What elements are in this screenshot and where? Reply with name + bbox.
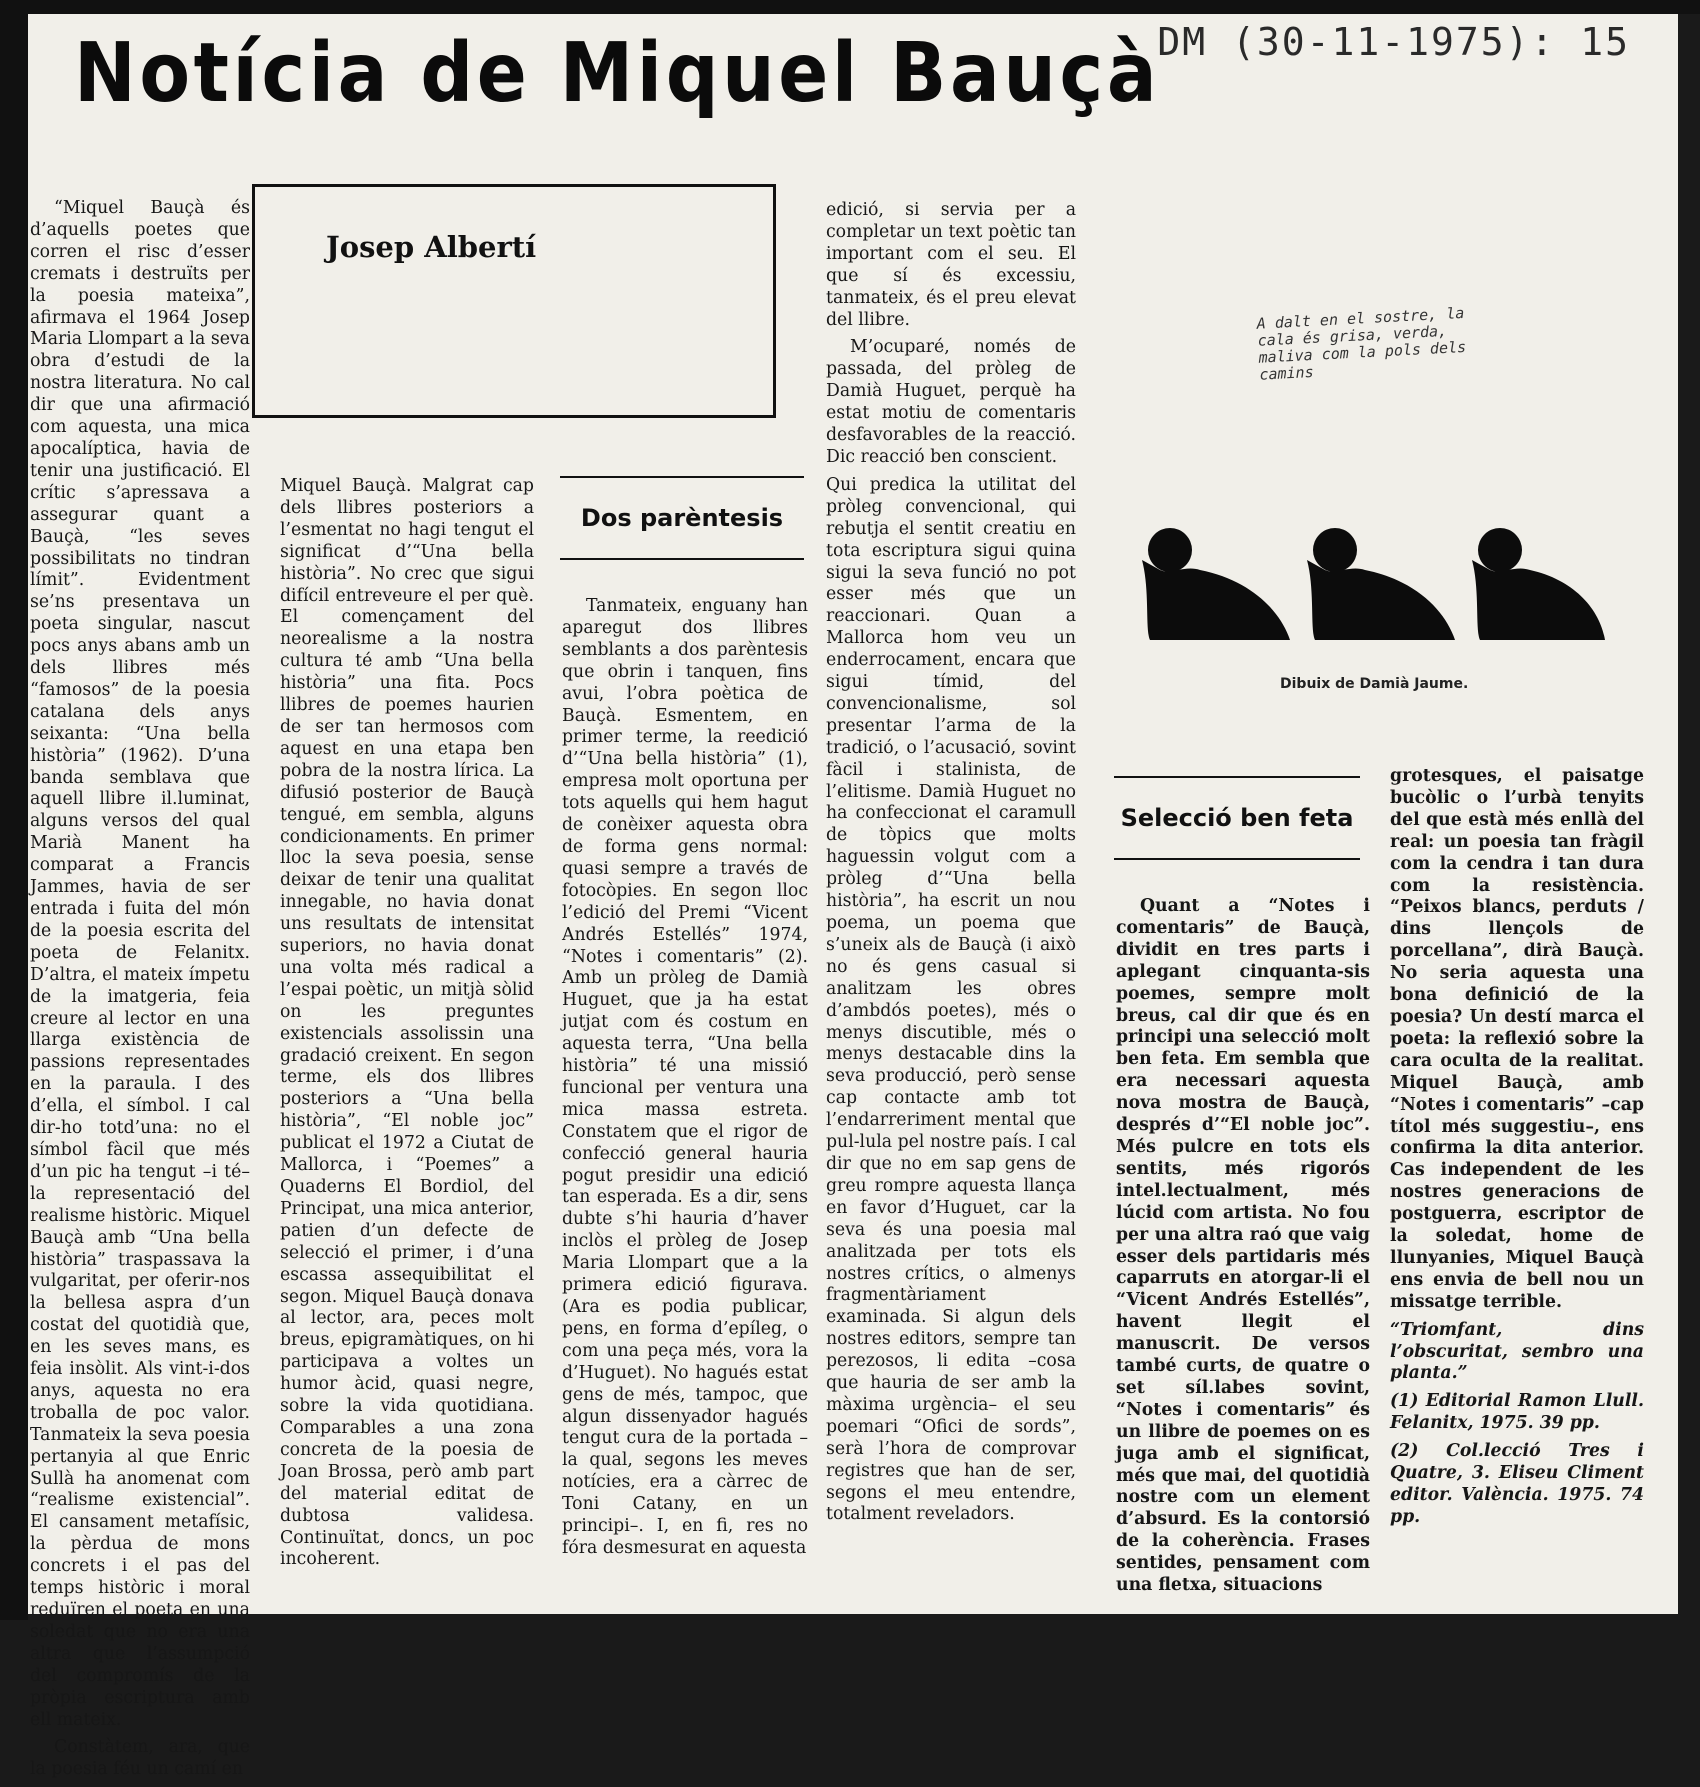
illustration-drawing — [1130, 520, 1610, 650]
poem-quote: “Triomfant, dins l’obscuritat, sembro una planta.” — [1390, 1319, 1644, 1384]
figure-3 — [1472, 528, 1605, 640]
column-1-paragraph-end: Constàtem, ara, que la poesia féu un camí en — [30, 1737, 250, 1780]
column-3 — [562, 596, 808, 1566]
illustration-caption: Dibuix de Damià Jaume. — [1280, 676, 1469, 692]
article-headline: Notícia de Miquel Bauçà — [74, 26, 1161, 121]
column-4-paragraph-1: edició, si servia per a completar un text poètic tan important com el seu. El que sí és excessiu, tanmateix, és el preu elevat del llibre. — [826, 200, 1076, 330]
column-1 — [30, 198, 250, 1787]
handwritten-reference: DM (30-11-1975): 15 — [1157, 20, 1630, 64]
author-name: Josep Albertí — [326, 230, 537, 264]
section-heading-dos-parentesis: Dos parèntesis — [560, 476, 804, 560]
column-1-paragraph: “Miquel Bauçà és d’aquells poetes que corren el risc d’esser cremats i destruïts per la poesia mateixa”, afirmava el 1964 Josep Maria Llompart a la seva obra d’estudi de la nostra literatura. No cal dir que una afirmació com aquesta, una mica apocalíptica, havia de tenir una justificació. El crític s’apressava a assegurar quant a Bauçà, “les seves possibilitats no tindran límit”. Evidentment se’ns presentava un poeta singular, nascut pocs anys abans amb un dels llibres més “famosos” de la poesia catalana dels anys seixanta: “Una bella història” (1962). D’una banda semblava que aquell llibre il.luminat, alguns versos del qual Marià Manent ha comparat a Francis Jammes, havia de ser entrada i fuita del món de la poesia escrita del poeta de Felanitx. D’altra, el mateix ímpetu de la imatgeria, feia creure al lector en una llarga existència de passions representades en la paraula. I des d’ella, el símbol. I cal dir-ho totd’una: no el símbol fàcil que més d’un pic ha tengut –i té– la representació del realisme històric. Miquel Bauçà amb “Una bella història” traspassava la vulgaritat, per oferir-nos la bellesa aspra d’un costat del quotidià que, en les seves mans, es feia insòlit. Als vint-i-dos anys, aquesta no era troballa de poc valor. Tanmateix la seva poesia pertanyia al que Enric Sullà ha anomenat com “realisme existencial”. El cansament metafísic, la pèrdua de mons concrets i el pas del temps històric i moral reduïren el poeta en una soledat que no era una altra que l’assumpció del compromís de la pròpia escriptura amb ell mateix. — [30, 198, 250, 1730]
footnote-1: (1) Editorial Ramon Llull. Felanitx, 1975. 39 pp. — [1390, 1391, 1644, 1434]
column-3-paragraph: Tanmateix, enguany han aparegut dos llibres semblants a dos parèntesis que obrin i tanquen, fins avui, l’obra poètica de Bauçà. Esmentem, en primer terme, la reedició d’“Una bella història” (1), empresa molt oportuna per tots aquells qui hem hagut de conèixer aquesta obra de forma gens normal: quasi sempre a través de fotocòpies. En segon lloc l’edició del Premi “Vicent Andrés Estellés” 1974, “Notes i comentaris” (2). Amb un pròleg de Damià Huguet, que ja ha estat jutjat com és costum en aquesta terra, “Una bella història” té una missió funcional per ventura una mica massa estreta. Constatem que el rigor de confecció general hauria pogut presidir una edició tan esperada. Es a dir, sens dubte s’hi hauria d’haver inclòs el pròleg de Josep Maria Llompart que a la primera edició figurava. (Ara es podia publicar, pens, en forma d’epíleg, o com una peça més, vora la d’Huguet). No hagués estat gens de més, tampoc, que algun dissenyador hagués tengut cura de la portada –la qual, segons les meves notícies, era a càrrec de Toni Catany, en un principi–. I, en fi, res no fóra desmesurat en aquesta — [562, 596, 808, 1558]
column-2 — [280, 476, 534, 1577]
figure-1 — [1142, 528, 1290, 640]
column-2-paragraph: Miquel Bauçà. Malgrat cap dels llibres posteriors a l’esmentat no hagi tengut el significat d’“Una bella història”. No crec que sigui difícil entreveure el per què. El començament del neorealisme a la nostra cultura té amb “Una bella història” una fita. Pocs llibres de poemes haurien de ser tan hermosos com aquest en una etapa ben pobra de la nostra lírica. La difusió posterior de Bauçà tengué, em sembla, alguns condicionaments. En primer lloc la seva poesia, sense deixar de tenir una qualitat innegable, no havia donat uns resultats de intensitat superiors, no havia donat una volta més radical a l’espai poètic, un mitjà sòlid on les preguntes existencials assolissin una gradació creixent. En segon terme, els dos llibres posteriors a “Una bella història”, “El noble joc” publicat el 1972 a Ciutat de Mallorca, i “Poemes” a Quaderns El Bordiol, del Principat, una mica anterior, patien d’un defecte de selecció el primer, i d’una escassa assequibilitat el segon. Miquel Bauçà donava al lector, ara, peces molt breus, epigramàtiques, on hi participava a voltes un humor àcid, quasi negre, sobre la vida quotidiana. Comparables a una zona concreta de la poesia de Joan Brossa, però amb part del material editat de dubtosa validesa. Continuïtat, doncs, un poc incoherent. — [280, 476, 534, 1570]
figure-2 — [1307, 528, 1455, 640]
section-heading-seleccio: Selecció ben feta — [1114, 776, 1360, 860]
column-5-paragraph: Quant a “Notes i comentaris” de Bauçà, dividit en tres parts i aplegant cinquanta-sis poemes, sempre molt breus, cal dir que és en principi una selecció molt ben feta. Em sembla que era necessari aquesta nova mostra de Bauçà, després d’“El noble joc”. Més pulcre en tots els sentits, més rigorós intel.lectualment, més lúcid com artista. No fou per una altra raó que vaig esser dels partidaris més caparruts en atorgar-li el “Vicent Andrés Estellés”, havent llegit el manuscrit. De versos també curts, de quatre o set síl.labes sovint, “Notes i comentaris” és un llibre de poemes on es juga amb el significat, més que mai, del quotidià nostre com un element d’absurd. Es la contorsió de la coherència. Frases sentides, pensament com una fletxa, situacions — [1116, 896, 1370, 1596]
scan-border-top — [0, 0, 1700, 14]
footnote-2: (2) Col.lecció Tres i Quatre, 3. Eliseu Climent editor. València. 1975. 74 pp. — [1390, 1441, 1644, 1527]
handwritten-poem: A dalt en el sostre, la cala és grisa, verda, maliva com la pols dels camins — [1256, 303, 1467, 384]
column-5 — [1116, 896, 1370, 1603]
column-4-paragraph-3: Qui predica la utilitat del pròleg convencional, qui rebutja el sentit creatiu en tota escriptura sigui quina sigui la seva funció no pot esser més que un reaccionari. Quan a Mallorca hom veu un enderrocament, encara que sigui tímid, del convencionalisme, sol presentar l’arma de la tradició, o l’acusació, sovint fàcil i stalinista, de l’elitisme. Damià Huguet no ha confeccionat el caramull de tòpics que molts haguessin volgut com a pròleg d’“Una bella història”, ha escrit un nou poema, un poema que s’uneix als de Bauçà (i això no és gens casual si analitzam les obres d’ambdós poetes), més o menys discutible, més o menys destacable dins la seva producció, però sense cap contacte amb tot l’endarreriment mental que pul-lula pel nostre país. I cal dir que no em sap gens de greu rompre aquesta llança en favor d’Huguet, car la seva és una poesia mal analitzada per tots els nostres crítics, o almenys fragmentàriament examinada. Si algun dels nostres editors, sempre tan perezosos, li edita –cosa que hauria de ser amb la màxima urgència– el seu poemari “Ofici de sords”, serà l’hora de comprovar registres que han de ser, segons el meu entendre, totalment reveladors. — [826, 474, 1076, 1525]
column-4-paragraph-2: M’ocuparé, només de passada, del pròleg de Damià Huguet, perquè ha estat motiu de comentaris desfavorables de la reacció. Dic reacció ben conscient. — [826, 337, 1076, 467]
column-4 — [826, 200, 1076, 1532]
scan-border-left — [0, 0, 28, 1620]
column-6-paragraph: grotesques, el paisatge bucòlic o l’urbà tenyits del que està més enllà del real: un poesia tan fràgil com la cendra i tan dura com la resistència. “Peixos blancs, perduts / dins llençols de porcellana”, dirà Bauçà. No seria aquesta una bona definició de la poesia? Un destí marca el poeta: la reflexió sobre la cara oculta de la realitat. Miquel Bauçà, amb “Notes i comentaris” –cap títol més suggestiu–, ens confirma la dita anterior. Cas independent de les nostres generacions de postguerra, escriptor de la soledat, home de llunyanies, Miquel Bauçà ens envia de bell nou un missatge terrible. — [1390, 766, 1644, 1312]
column-6 — [1390, 766, 1644, 1535]
author-box — [252, 184, 776, 418]
